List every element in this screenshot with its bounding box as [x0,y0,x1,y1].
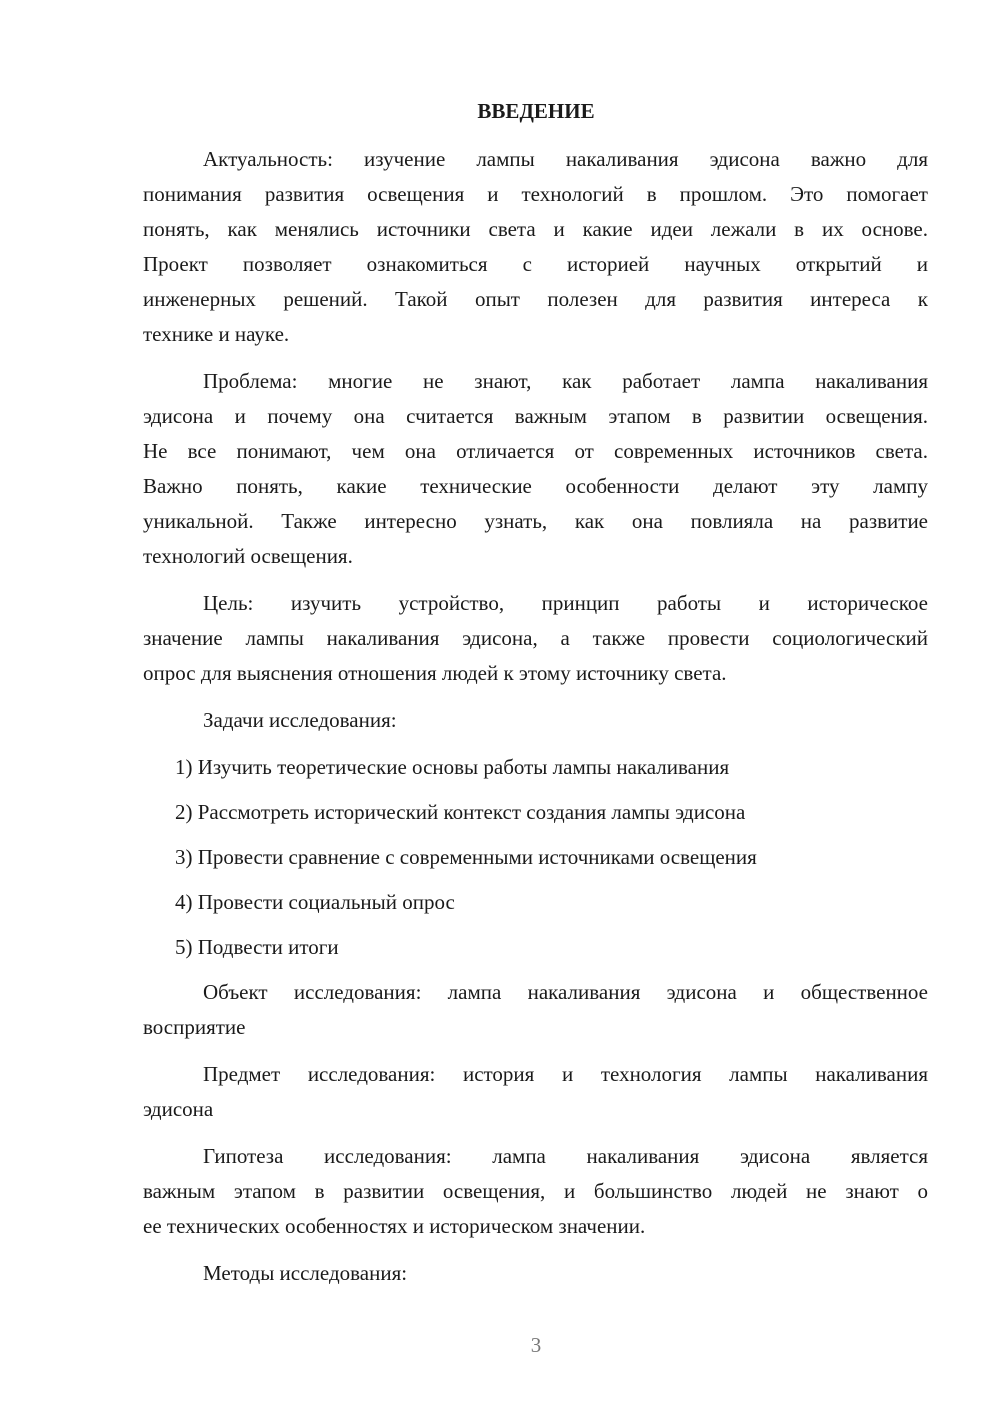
list-item: 2) Рассмотреть исторический контекст создания лампы эдисона [175,800,746,824]
text-line: Задачи исследования: [203,708,397,732]
list-item: 1) Изучить теоретические основы работы лампы накаливания [175,755,730,779]
text-line: опрос для выяснения отношения людей к этому источнику света. [143,661,727,685]
text-line: значение лампы накаливания эдисона, а также провести социологический [143,626,928,650]
paragraph [143,586,928,691]
list-item: 3) Провести сравнение с современными источниками освещения [175,845,757,869]
list-item: 5) Подвести итоги [175,935,339,959]
text-line: инженерных решений. Такой опыт полезен для развития интереса к [143,287,928,311]
text-line: Объект исследования: лампа накаливания эдисона и общественное [203,980,928,1004]
paragraph [143,364,928,574]
paragraph [143,1057,928,1127]
text-line: Проект позволяет ознакомиться с историей научных открытий и [143,252,928,276]
text-line: понять, как менялись источники света и какие идеи лежали в их основе. [143,217,928,241]
text-line: Гипотеза исследования: лампа накаливания эдисона является [203,1144,928,1168]
text-line: эдисона [143,1097,214,1121]
text-line: Важно понять, какие технические особенности делают эту лампу [143,474,928,498]
list-item: 4) Провести социальный опрос [175,890,455,914]
text-line: эдисона и почему она считается важным этапом в развитии освещения. [143,404,928,428]
page-number: 3 [530,1333,542,1357]
text-line: важным этапом в развитии освещения, и большинство людей не знают о [143,1179,928,1203]
text-line: технике и науке. [143,322,290,346]
task-list [143,750,928,965]
paragraph [143,1256,928,1291]
text-line: уникальной. Также интересно узнать, как она повлияла на развитие [143,509,928,533]
text-line: Предмет исследования: история и технология лампы накаливания [203,1062,928,1086]
document-body [143,142,928,1303]
paragraph [143,1139,928,1244]
paragraph [143,975,928,1045]
paragraph [143,703,928,738]
text-line: Методы исследования: [203,1261,408,1285]
section-title: ВВЕДЕНИЕ [477,99,595,123]
text-line: ее технических особенностях и историческом значении. [143,1214,646,1238]
paragraph [143,142,928,352]
text-line: Не все понимают, чем она отличается от современных источников света. [143,439,928,463]
text-line: Актуальность: изучение лампы накаливания эдисона важно для [203,147,928,171]
text-line: технологий освещения. [143,544,353,568]
text-line: Цель: изучить устройство, принцип работы и историческое [203,591,928,615]
text-line: восприятие [143,1015,246,1039]
text-line: понимания развития освещения и технологий в прошлом. Это помогает [143,182,928,206]
text-line: Проблема: многие не знают, как работает лампа накаливания [203,369,928,393]
